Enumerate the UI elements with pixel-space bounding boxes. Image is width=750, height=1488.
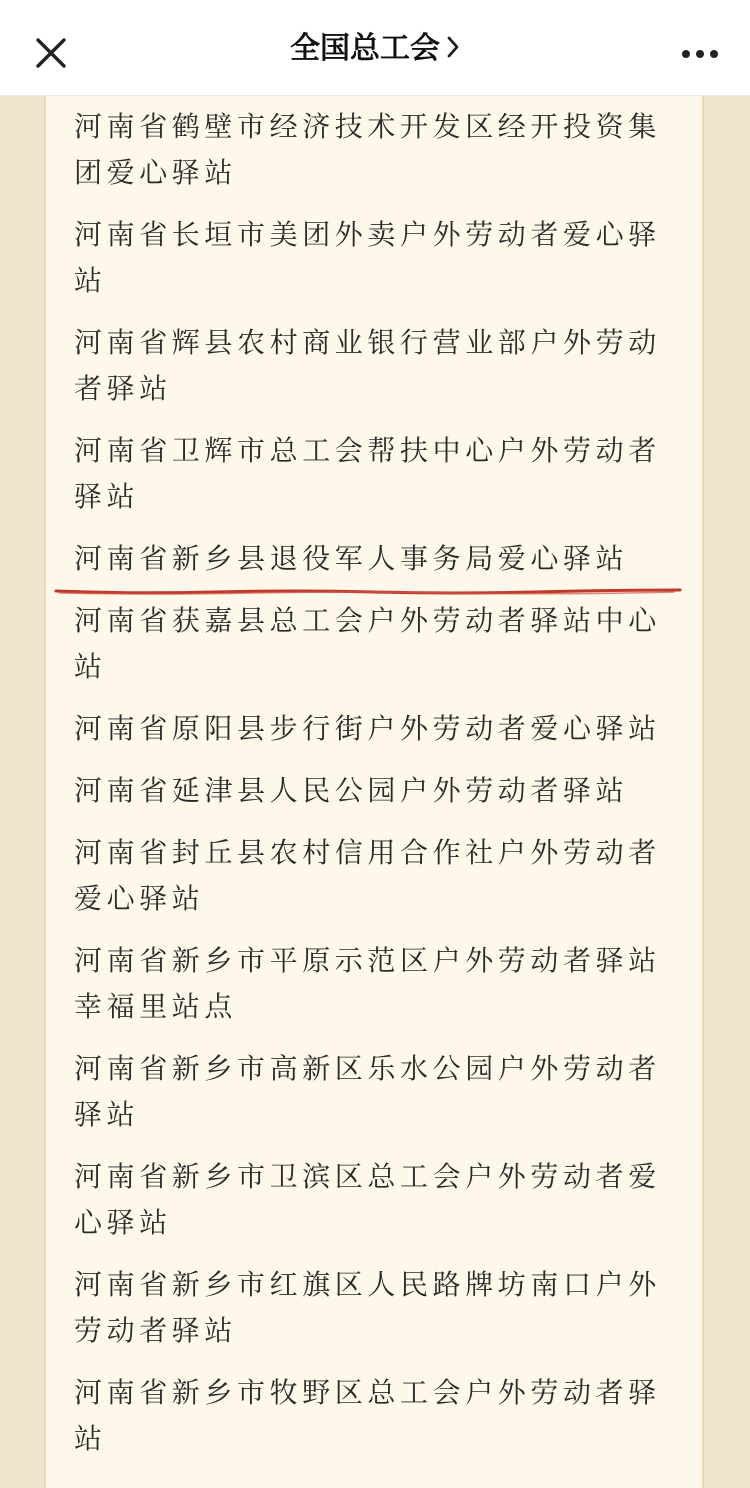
station-list bbox=[74, 104, 684, 1478]
page-title: 全国总工会 bbox=[290, 31, 440, 66]
list-item: 河南省辉县农村商业银行营业部户外劳动者驿站 bbox=[74, 326, 661, 405]
list-item: 河南省新乡县退役军人事务局爱心驿站 bbox=[74, 542, 629, 575]
list-item: 河南省鹤壁市经济技术开发区经开投资集团爱心驿站 bbox=[74, 110, 661, 189]
list-item: 河南省新乡市牧野区总工会户外劳动者驿站 bbox=[74, 1376, 661, 1455]
more-options-button[interactable] bbox=[676, 34, 724, 74]
chevron-right-icon bbox=[446, 25, 460, 75]
account-title-link[interactable] bbox=[0, 24, 750, 75]
list-item: 河南省长垣市美团外卖户外劳动者爱心驿站 bbox=[74, 218, 661, 297]
list-item: 河南省新乡市红旗区人民路牌坊南口户外劳动者驿站 bbox=[74, 1268, 661, 1347]
list-item: 河南省新乡市高新区乐水公园户外劳动者驿站 bbox=[74, 1052, 661, 1131]
list-item: 河南省获嘉县总工会户外劳动者驿站中心站 bbox=[74, 604, 661, 683]
list-item: 河南省原阳县步行街户外劳动者爱心驿站 bbox=[74, 712, 661, 745]
list-item: 河南省封丘县农村信用合作社户外劳动者爱心驿站 bbox=[74, 836, 661, 915]
red-underline-mark bbox=[54, 588, 682, 596]
list-item: 河南省卫辉市总工会帮扶中心户外劳动者驿站 bbox=[74, 434, 661, 513]
list-item: 河南省新乡市卫滨区总工会户外劳动者爱心驿站 bbox=[74, 1160, 661, 1239]
more-dots-icon bbox=[682, 50, 690, 58]
more-dots-icon bbox=[710, 50, 718, 58]
list-item: 河南省新乡市平原示范区户外劳动者驿站幸福里站点 bbox=[74, 944, 661, 1023]
more-dots-icon bbox=[696, 50, 704, 58]
top-navigation-bar bbox=[0, 0, 750, 96]
list-item: 河南省延津县人民公园户外劳动者驿站 bbox=[74, 774, 629, 807]
